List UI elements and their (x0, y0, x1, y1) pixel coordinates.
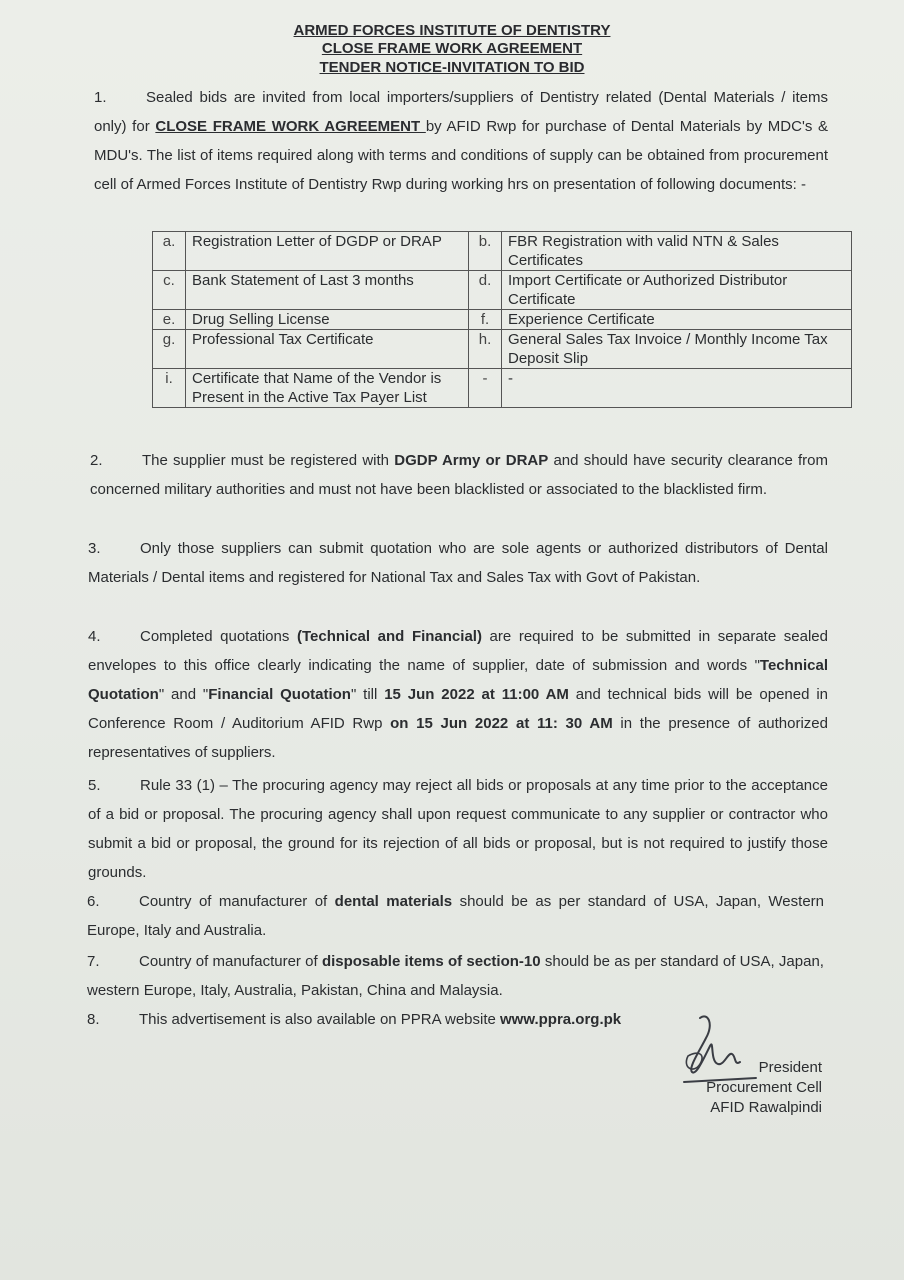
paragraph-text: Sealed bids are invited from local importers/suppliers of Dentistry related (Dental Materials / items only) for (94, 89, 828, 135)
paragraph-number: 3. (88, 540, 101, 557)
paragraph-2 (90, 446, 828, 504)
paragraph-number: 4. (88, 628, 101, 645)
document-key: e. (153, 310, 186, 330)
document-name: Experience Certificate (502, 310, 852, 330)
paragraph-emphasis: disposable items of section-10 (321, 953, 541, 970)
opening-date: on 15 Jun 2022 at 11: 30 AM (390, 715, 613, 732)
paragraph-emphasis: dental materials (334, 893, 453, 910)
document-key: i. (153, 369, 186, 408)
paragraph-text: The supplier must be registered with (142, 452, 395, 469)
title-agreement: CLOSE FRAME WORK AGREEMENT (321, 40, 583, 57)
paragraph-text: and technical bids will be opened in Conference Room / Auditorium AFID Rwp (88, 686, 828, 732)
paragraph-number: 2. (90, 452, 103, 469)
document-key: a. (153, 232, 186, 271)
document-name: Bank Statement of Last 3 months (186, 271, 469, 310)
paragraph-text: Country of manufacturer of (139, 893, 335, 910)
ppra-website: www.ppra.org.pk (500, 1011, 622, 1028)
document-key: c. (153, 271, 186, 310)
document-name: Registration Letter of DGDP or DRAP (186, 232, 469, 271)
document-key: b. (469, 232, 502, 271)
paragraph-text: by AFID Rwp for purchase of Dental Materials by MDC's & MDU's. The list of items required along with terms and conditions of supply can be obtained from procurement cell of Armed Forces Institute of Dentistry Rwp during working hrs on presentation of following documents: - (94, 118, 828, 193)
required-documents-table (152, 231, 852, 408)
paragraph-1 (94, 83, 828, 199)
signatory-office: Procurement Cell (706, 1079, 822, 1096)
paragraph-text: are required to be submitted in separate sealed envelopes to this office clearly indicating the name of supplier, date of submission and words " (88, 628, 828, 674)
paragraph-number: 8. (87, 1011, 100, 1028)
paragraph-number: 1. (94, 89, 107, 106)
paragraph-emphasis: DGDP Army or DRAP (394, 452, 549, 469)
paragraph-3 (88, 534, 828, 592)
paragraph-emphasis: Financial Quotation (208, 686, 351, 703)
paragraph-number: 6. (87, 893, 100, 910)
document-name: - (502, 369, 852, 408)
title-tender-notice: TENDER NOTICE-INVITATION TO BID (319, 59, 585, 76)
deadline-date: 15 Jun 2022 at 11:00 AM (384, 686, 569, 703)
document-name: Drug Selling License (186, 310, 469, 330)
document-name: FBR Registration with valid NTN & Sales Certificates (502, 232, 852, 271)
paragraph-7 (87, 947, 824, 1005)
document-row (153, 310, 852, 330)
paragraph-text: Rule 33 (1) – The procuring agency may reject all bids or proposals at any time prior to the acceptance of a bid or proposal. The procuring agency shall upon request communicate to any supplier or contractor who submit a bid or proposal, the ground for its rejection of all bids or proposal, but is not required to justify those grounds. (88, 777, 828, 881)
paragraph-number: 7. (87, 953, 100, 970)
document-key: d. (469, 271, 502, 310)
signatory-title: President (758, 1059, 822, 1076)
paragraph-emphasis: Technical Quotation (88, 657, 828, 703)
paragraph-text: This advertisement is also available on PPRA website (139, 1011, 501, 1028)
paragraph-text: Country of manufacturer of (139, 953, 322, 970)
paragraph-text: " till (350, 686, 385, 703)
document-row (153, 271, 852, 310)
paragraph-text: should be as per standard of USA, Japan, western Europe, Italy, Australia, Pakistan, China and Malaysia. (87, 953, 824, 999)
paragraph-text: and should have security clearance from concerned military authorities and must not have been blacklisted or associated to the blacklisted firm. (90, 452, 829, 498)
paragraph-text: Completed quotations (140, 628, 297, 645)
document-name: Import Certificate or Authorized Distributor Certificate (502, 271, 852, 310)
document-name: Professional Tax Certificate (186, 330, 469, 369)
document-name: General Sales Tax Invoice / Monthly Income Tax Deposit Slip (502, 330, 852, 369)
paragraph-5 (88, 771, 828, 887)
paragraph-number: 5. (88, 777, 101, 794)
title-institute: ARMED FORCES INSTITUTE OF DENTISTRY (293, 22, 611, 39)
signatory-location: AFID Rawalpindi (710, 1099, 822, 1116)
document-key: f. (469, 310, 502, 330)
document-row (153, 232, 852, 271)
paragraph-text: Only those suppliers can submit quotation who are sole agents or authorized distributors of Dental Materials / Dental items and registered for National Tax and Sales Tax with Govt of Pakistan. (88, 540, 828, 586)
paragraph-4 (88, 622, 828, 767)
document-row (153, 330, 852, 369)
document-key: h. (469, 330, 502, 369)
paragraph-emphasis: CLOSE FRAME WORK AGREEMENT (155, 118, 426, 135)
document-name: Certificate that Name of the Vendor is Present in the Active Tax Payer List (186, 369, 469, 408)
document-key: g. (153, 330, 186, 369)
document-key: - (469, 369, 502, 408)
paragraph-text: " and " (158, 686, 209, 703)
paragraph-text: in the presence of authorized representatives of suppliers. (88, 715, 828, 761)
paragraph-text: should be as per standard of USA, Japan, Western Europe, Italy and Australia. (87, 893, 824, 939)
paragraph-emphasis: (Technical and Financial) (296, 628, 482, 645)
document-row (153, 369, 852, 408)
paragraph-6 (87, 887, 824, 945)
signature-block (706, 1058, 822, 1118)
